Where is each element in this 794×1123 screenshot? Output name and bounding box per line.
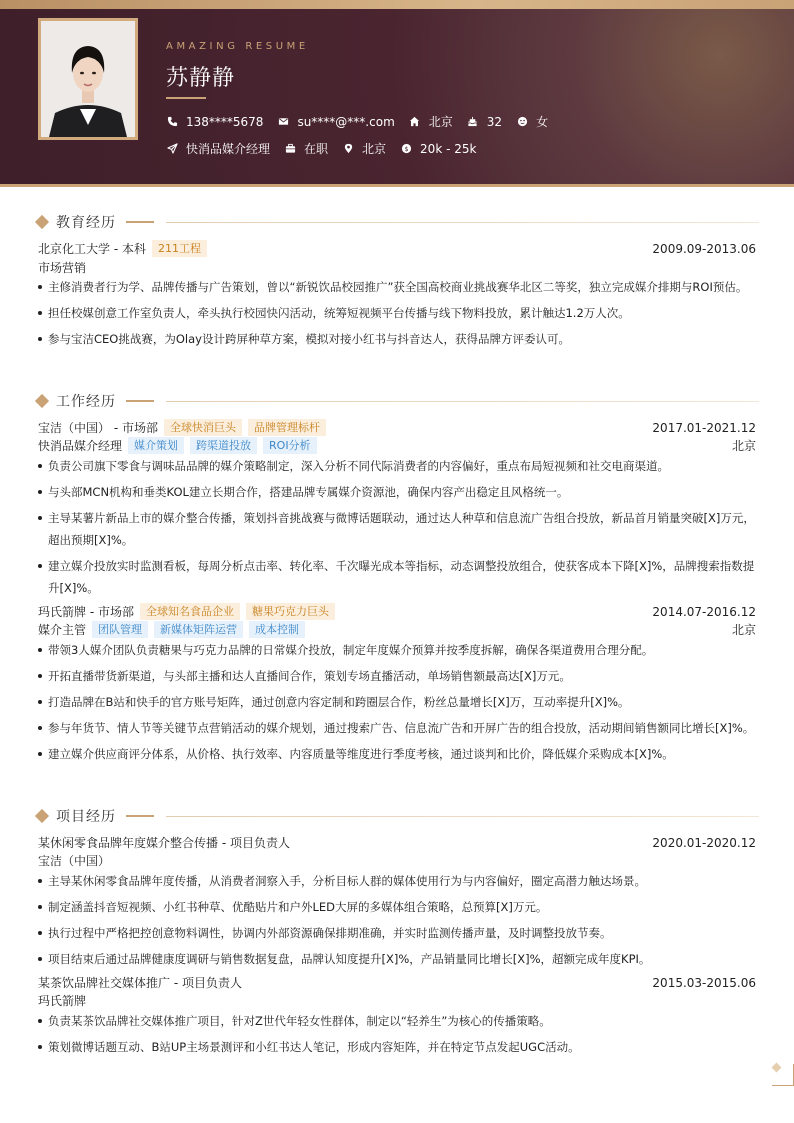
location-icon [342, 143, 354, 155]
education-section-header [35, 212, 759, 232]
position-item [166, 140, 270, 157]
work-date: 2014.07-2016.12 [652, 604, 756, 619]
skill-tag: 成本控制 [249, 621, 305, 638]
list-item: 主导某休闲零食品牌年度传播，从消费者洞察入手，分析目标人群的媒体使用行为与内容偏好，圈定高潜力触达场景。 [38, 870, 756, 892]
header-bottom-strip [0, 184, 794, 187]
work-bullets [38, 639, 756, 769]
skill-tag: ROI分析 [263, 437, 317, 454]
education-bullets [38, 276, 756, 354]
list-item: 执行过程中严格把控创意物料调性，协调内外部资源确保排期准确，并实时监测传播声量，及时调整投放节奏。 [38, 922, 756, 944]
title-divider [166, 816, 759, 817]
list-item: 策划微博话题互动、B站UP主场景测评和小红书达人笔记，形成内容矩阵，并在特定节点发起UGC活动。 [38, 1036, 756, 1058]
job-role: 媒介主管 [38, 623, 87, 637]
company-tag: 全球快消巨头 [164, 419, 242, 436]
salary-item [400, 142, 476, 156]
title-accent-bar [126, 815, 154, 817]
section-title: 教育经历 [56, 215, 116, 231]
project-title: 某休闲零食品牌年度媒介整合传播 - 项目负责人 [38, 836, 290, 850]
education-entry-header [38, 240, 756, 257]
company-tag: 品牌管理标杆 [248, 419, 326, 436]
list-item: 制定涵盖抖音短视频、小红书种草、优酷贴片和户外LED大屏的多媒体组合策略，总预算[X]万元。 [38, 896, 756, 918]
title-accent-bar [126, 221, 154, 223]
title-divider [166, 401, 759, 402]
email-item [277, 115, 394, 129]
work-role-row [38, 621, 756, 638]
send-icon [166, 143, 178, 155]
project-entry-header [38, 834, 756, 851]
list-item: 参与年货节、情人节等关键节点营销活动的媒介规划，通过搜索广告、信息流广告和开屏广告的组合投放，活动期间销售额同比增长[X]%。 [38, 717, 756, 739]
list-item: 主导某薯片新品上市的媒介整合传播，策划抖音挑战赛与微博话题联动，通过达人种草和信息流广告组合投放，新品首月销量突破[X]万元，超出预期[X]%。 [38, 507, 756, 551]
svg-text:$: $ [404, 144, 409, 153]
resume-header [0, 0, 794, 187]
briefcase-icon [284, 143, 296, 155]
project-bullets [38, 1010, 756, 1062]
profile-photo [38, 18, 138, 140]
project-date: 2015.03-2015.06 [652, 975, 756, 990]
project-org: 玛氏箭牌 [38, 994, 87, 1008]
diamond-icon [35, 394, 49, 408]
project-org-row [38, 992, 756, 1009]
status-item [284, 140, 328, 157]
gender-item [516, 113, 548, 130]
name-underline [166, 97, 206, 99]
hometown-value: 北京 [428, 115, 453, 129]
skill-tag: 媒介策划 [128, 437, 184, 454]
list-item: 开拓直播带货新渠道，与头部主播和达人直播间合作，策划专场直播活动，单场销售额最高达[X]万元。 [38, 665, 756, 687]
list-item: 负责某茶饮品牌社交媒体推广项目，针对Z世代年轻女性群体，制定以“轻养生”为核心的传播策略。 [38, 1010, 756, 1032]
company-tag: 全球知名食品企业 [140, 603, 240, 620]
contact-row [166, 113, 562, 130]
project-title: 某茶饮品牌社交媒体推广 - 项目负责人 [38, 976, 242, 990]
status-value: 在职 [304, 142, 329, 156]
job-role: 快消品媒介经理 [38, 439, 123, 453]
section-title: 项目经历 [56, 809, 116, 825]
work-role-row [38, 437, 756, 454]
job-intent-row [166, 140, 490, 157]
money-icon [400, 143, 412, 155]
project-org-row [38, 852, 756, 869]
phone-icon [166, 116, 178, 128]
phone-item [166, 115, 263, 129]
company-name: 宝洁（中国） - 市场部 [38, 421, 158, 435]
work-date: 2017.01-2021.12 [652, 420, 756, 435]
list-item: 带领3人媒介团队负责糖果与巧克力品牌的日常媒介投放，制定年度媒介预算并按季度拆解，确保各渠道费用合理分配。 [38, 639, 756, 661]
gender-value: 女 [536, 115, 549, 129]
position-value: 快消品媒介经理 [186, 142, 271, 156]
list-item: 项目结束后通过品牌健康度调研与销售数据复盘，品牌认知度提升[X]%，产品销量同比增长[X]%，超额完成年度KPI。 [38, 948, 756, 970]
list-item: 打造品牌在B站和快手的官方账号矩阵，通过创意内容定制和跨圈层合作，粉丝总量增长[X]万，互动率提升[X]%。 [38, 691, 756, 713]
list-item: 担任校媒创意工作室负责人，牵头执行校园快闪活动，统筹短视频平台传播与线下物料投放，累计触达1.2万人次。 [38, 302, 756, 324]
list-item: 建立媒介投放实时监测看板，每周分析点击率、转化率、千次曝光成本等指标，动态调整投放组合，使获客成本下降[X]%，品牌搜索指数提升[X]%。 [38, 555, 756, 599]
list-item: 建立媒介供应商评分体系，从价格、执行效率、内容质量等维度进行季度考核，通过谈判和比价，降低媒介采购成本[X]%。 [38, 743, 756, 765]
cake-icon [467, 116, 479, 128]
project-org: 宝洁（中国） [38, 854, 111, 868]
company-tag: 糖果巧克力巨头 [246, 603, 335, 620]
list-item: 参与宝洁CEO挑战赛，为Olay设计跨屏种草方案，模拟对接小红书与抖音达人，获得品牌方评委认可。 [38, 328, 756, 350]
skill-tag: 跨渠道投放 [190, 437, 257, 454]
skill-tag: 团队管理 [92, 621, 148, 638]
resume-eyebrow: AMAZING RESUME [166, 41, 309, 52]
list-item: 主修消费者行为学、品牌传播与广告策划，曾以“新锐饮品校园推广”获全国高校商业挑战赛华北区二等奖，独立完成媒介排期与ROI预估。 [38, 276, 756, 298]
project-entry-header [38, 974, 756, 991]
city-value: 北京 [362, 142, 387, 156]
list-item: 与头部MCN机构和垂类KOL建立长期合作，搭建品牌专属媒介资源池，确保内容产出稳定且风格统一。 [38, 481, 756, 503]
work-section-header [35, 391, 759, 411]
section-title: 工作经历 [56, 394, 116, 410]
city-item [342, 140, 386, 157]
home-icon [409, 116, 421, 128]
diamond-icon [35, 215, 49, 229]
education-major-row [38, 259, 756, 276]
email-value: su****@***.com [297, 114, 395, 129]
education-date: 2009.09-2013.06 [652, 241, 756, 256]
age-item [467, 115, 502, 129]
skill-tag: 新媒体矩阵运营 [154, 621, 243, 638]
project-date: 2020.01-2020.12 [652, 835, 756, 850]
header-top-strip [0, 0, 794, 9]
mail-icon [277, 116, 289, 128]
corner-ornament [772, 1064, 794, 1086]
company-name: 玛氏箭牌 - 市场部 [38, 605, 134, 619]
project-section-header [35, 806, 759, 826]
candidate-name: 苏静静 [166, 66, 236, 91]
school-name: 北京化工大学 - 本科 [38, 242, 146, 256]
title-divider [166, 222, 759, 223]
work-entry-header [38, 419, 756, 436]
list-item: 负责公司旗下零食与调味品品牌的媒介策略制定，深入分析不同代际消费者的内容偏好，重点布局短视频和社交电商渠道。 [38, 455, 756, 477]
gender-icon [516, 116, 528, 128]
work-location: 北京 [731, 623, 756, 637]
school-tag: 211工程 [152, 240, 207, 257]
phone-value: 138****5678 [186, 114, 264, 129]
age-value: 32 [486, 114, 503, 129]
avatar-portrait [41, 21, 135, 137]
salary-value: 20k - 25k [420, 141, 477, 156]
work-entry-header [38, 603, 756, 620]
diamond-icon [35, 809, 49, 823]
project-bullets [38, 870, 756, 974]
major: 市场营销 [38, 261, 87, 275]
work-location: 北京 [731, 439, 756, 453]
hometown-item [409, 113, 453, 130]
title-accent-bar [126, 400, 154, 402]
work-bullets [38, 455, 756, 603]
